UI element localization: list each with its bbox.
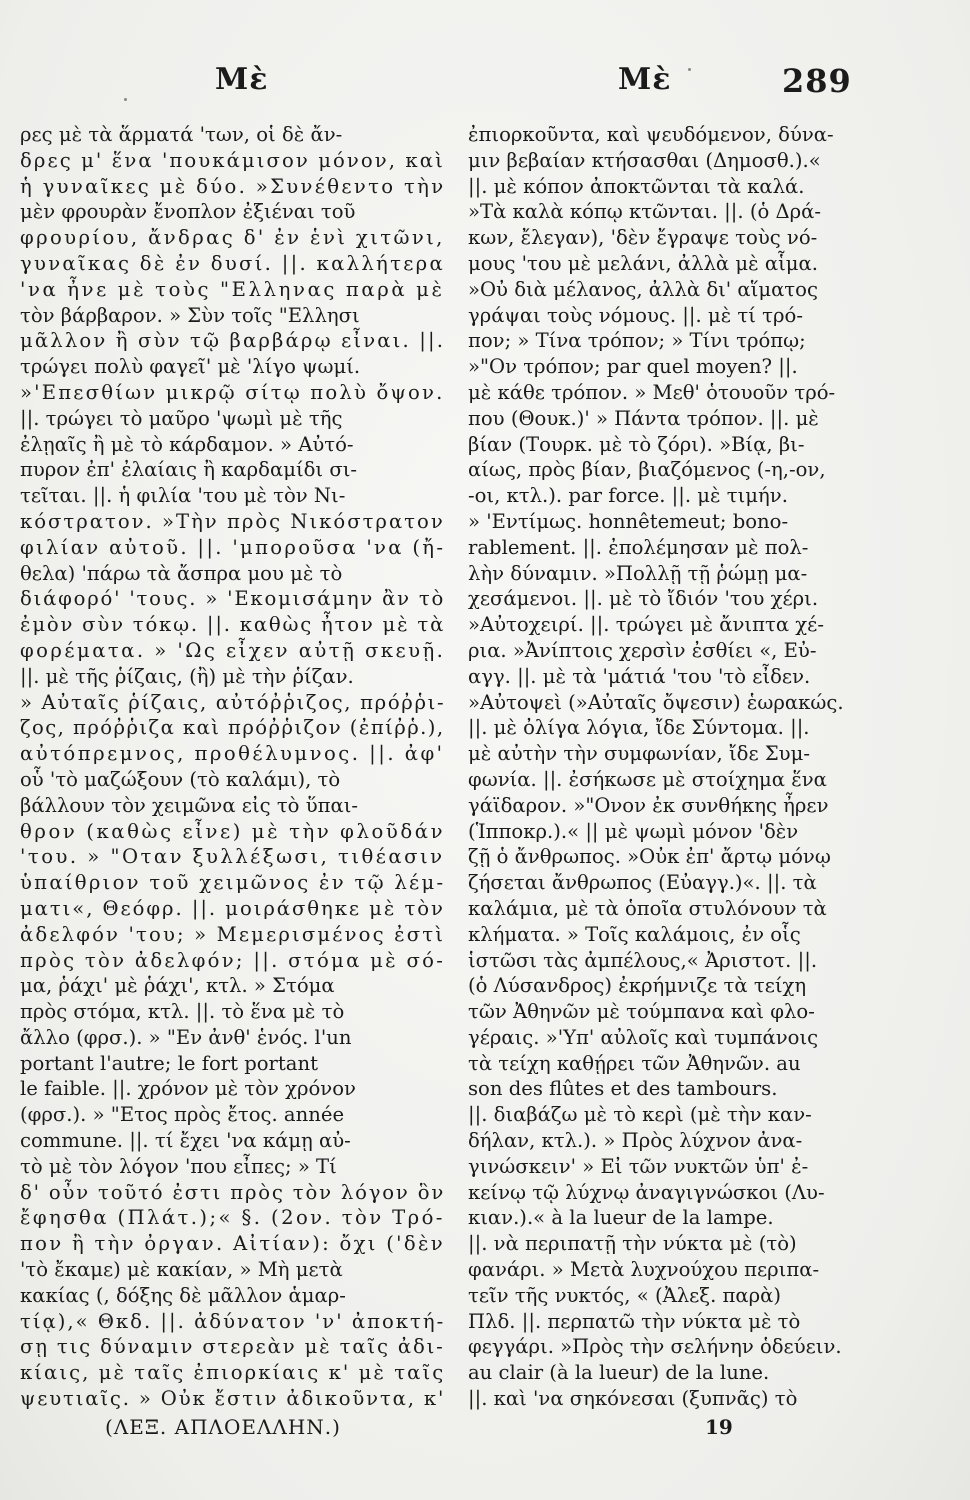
text-line: καλάμια, μὲ τὰ ὁποῖα στυλόνουν τὰ [468,896,827,920]
text-line: φρουρίου, ἄνδρας δ' ἐν ἑνὶ χιτῶνι, [20,226,445,250]
text-line: διάφορό' 'τους. » 'Εκομισάμην ἂν τὸ [20,587,446,611]
text-line: μᾶλλον ἢ σὺν τῷ βαρβάρῳ εἶναι. ||. [20,329,446,353]
text-line: αὐτόπρεμνος, προθέλυμνος. ||. ἀφ' [20,742,445,766]
text-line: »"Ον τρόπον; par quel moyen? ||. [468,355,798,379]
text-line: δ' οὖν τοῦτό ἐστι πρὸς τὸν λόγον ὃν [20,1180,446,1204]
text-line: χεσάμενοι. ||. μὲ τὸ ἴδιόν 'του χέρι. [468,587,819,611]
text-line: 'τὸ ἔκαμε) μὲ κακίαν, » Μὴ μετὰ [20,1258,343,1282]
text-line: ἡ γυναῖκες μὲ δύο. »Συνέθεντο τὴν [20,174,446,198]
text-line: -οι, κτλ.). par force. ||. μὲ τιμήν. [468,484,788,508]
text-line: μὲ αὐτὴν τὴν συμφωνίαν, ἴδε Συμ- [468,742,810,766]
text-line: τὰ τείχη καθῄρει τῶν Ἀθηνῶν. au [468,1051,801,1075]
text-line: (Ἱπποκρ.).« || μὲ ψωμὶ μόνον 'δὲν [468,819,799,843]
text-line: »Τὰ καλὰ κόπῳ κτῶνται. ||. (ὁ Δρά- [468,200,822,224]
text-line: μα, ῥάχι' μὲ ῥάχι', κτλ. » Στόμα [20,974,335,998]
text-line: φανάρι. » Μετὰ λυχνούχου περιπα- [468,1258,820,1282]
text-line: γυναῖκας δὲ ἐν δυσί. ||. καλλήτερα [20,251,445,275]
running-head-left: Μὲ [215,62,269,97]
text-line: λὴν δύναμιν. »Πολλῇ τῇ ῥώμῃ μα- [468,561,808,585]
text-line: ζῇ ὁ ἄνθρωπος. »Οὐκ ἐπ' ἄρτῳ μόνῳ [468,845,831,869]
text-line: Πλδ. ||. περπατῶ τὴν νύκτα μὲ τὸ [468,1309,801,1333]
text-line: commune. ||. τί ἔχει 'να κάμῃ αὐ- [20,1129,351,1153]
text-line: 'του. » "Οταν ξυλλέξωσι, τιθέασιν [20,845,445,869]
text-line: πον; » Τίνα τρόπον; » Τίνι τρόπῳ; [468,329,806,353]
text-line: ||. μὲ ὀλίγα λόγια, ἴδε Σύντομα. ||. [468,716,810,740]
text-line: rablement. ||. ἐπολέμησαν μὲ πολ- [468,535,809,559]
ink-speck [124,98,127,101]
text-line: γάϊδαρον. »"Ονον ἐκ συνθήκης ἦρεν [468,793,829,817]
text-line: δήλαν, κτλ.). » Πρὸς λύχνον ἀνα- [468,1129,803,1153]
text-line: δρες μ' ἕνα 'πουκάμισον μόνον, καὶ [20,148,445,172]
text-line: πον ἢ τὴν ὀργαν. Αἰτίαν): ὄχι ('δὲν [20,1232,445,1256]
text-line: ζήσεται ἄνθρωπος (Εὐαγγ.)«. ||. τὰ [468,871,817,895]
text-line: βάλλουν τὸν χειμῶνα εἰς τὸ ὕπαι- [20,793,359,817]
text-line: μὲν φρουρὰν ἔνοπλον ἐξιέναι τοῦ [20,200,356,224]
left-text-column [20,122,445,1412]
text-line: κλήματα. » Τοῖς καλάμοις, ἐν οἷς [468,922,801,946]
text-line: μους 'του μὲ μελάνι, ἀλλὰ μὲ αἷμα. [468,251,818,275]
text-line: σῃ τις δύναμιν στερεὰν μὲ ταῖς ἀδι- [20,1335,445,1359]
text-line: »Αὐτοχειρί. ||. τρώγει μὲ ἄνιπτα χέ- [468,613,824,637]
text-line: ||. τρώγει τὸ μαῦρο 'ψωμὶ μὲ τῆς [20,406,343,430]
text-line: son des flûtes et des tambours. [468,1077,778,1101]
text-line: ||. μὲ τῆς ῥίζαις, (ἢ) μὲ τὴν ῥίζαν. [20,664,354,688]
text-line: ||. μὲ κόπον ἀποκτῶνται τὰ καλά. [468,174,805,198]
text-line: τὸ μὲ τὸν λόγον 'που εἶπες; » Τί [20,1154,337,1178]
ink-speck [688,68,691,71]
text-line: γράψαι τοὺς νόμους. ||. μὲ τί τρό- [468,303,803,327]
text-line: ||. καὶ 'να σηκόνεσαι (ξυπνᾶς) τὸ [468,1387,798,1411]
text-line: ἱστῶσι τὰς ἀμπέλους,« Ἀριστοτ. ||. [468,948,818,972]
page-number: 289 [782,62,852,100]
text-line: μιν βεβαίαν κτήσασθαι (Δημοσθ.).« [468,148,821,172]
text-line: » Αὐταῖς ῥίζαις, αὐτόῤῥιζος, πρόῤῥι- [20,690,446,714]
text-line: πρὸς στόμα, κτλ. ||. τὸ ἕνα μὲ τὸ [20,1000,345,1024]
text-line: γινώσκειν' » Εἰ τῶν νυκτῶν ὑπ' ἐ- [468,1154,809,1178]
text-line: ρια. »Ἀνίπτοις χερσὶν ἐσθίει «, Εὐ- [468,638,817,662]
text-line: ζος, πρόῤῥιζα καὶ πρόῤῥιζον (ἐπίῤῥ.), [20,716,445,740]
text-line: ||. διαβάζω μὲ τὸ κερὶ (μὲ τὴν καν- [468,1103,812,1127]
text-line: ἔφησθα (Πλάτ.);« §. (2ον. τὸν Τρό- [20,1206,445,1230]
text-line: τρώγει πολὺ φαγεῖ' μὲ 'λίγο ψωμί. [20,355,361,379]
right-text-column [468,122,948,1412]
text-line: ||. νὰ περιπατῇ τὴν νύκτα μὲ (τὸ) [468,1232,797,1256]
text-line: (φρσ.). » "Ετος πρὸς ἔτος. année [20,1103,345,1127]
text-line: »Οὐ διὰ μέλανος, ἀλλὰ δι' αἵματος [468,277,818,301]
text-line: αίως, πρὸς βίαν, βιαζόμενος (-η,-ον, [468,458,826,482]
text-line: ματι«, Θεόφρ. ||. μοιράσθηκε μὲ τὸν [20,896,445,920]
text-line: »Αὐτοψεὶ (»Αὐταῖς ὄψεσιν) ἑωρακώς. [468,690,844,714]
text-line: τῶν Ἀθηνῶν μὲ τούμπανα καὶ φλο- [468,1000,815,1024]
text-line: κίαις, μὲ ταῖς ἐπιορκίαις κ' μὲ ταῖς [20,1361,446,1385]
text-line: κόστρατον. »Τὴν πρὸς Νικόστρατον [20,509,445,533]
text-line: ἄλλο (φρσ.). » "Εν ἀνθ' ἑνός. l'un [20,1025,352,1049]
text-line: τεῖν τῆς νυκτός, « (Ἀλεξ. παρὰ) [468,1283,782,1307]
text-line: ὑπαίθριον τοῦ χειμῶνος ἐν τῷ λέμ- [20,871,446,895]
text-line: φεγγάρι. »Πρὸς τὴν σελήνην ὁδεύειν. [468,1335,842,1359]
text-line: portant l'autre; le fort portant [20,1051,318,1075]
text-line: τεῖται. ||. ἡ φιλία 'του μὲ τὸν Νι- [20,484,346,508]
text-line: le faible. ||. χρόνον μὲ τὸν χρόνον [20,1077,356,1101]
text-line: κακίας (, δόξης δὲ μᾶλλον ἁμαρ- [20,1283,346,1307]
text-line: αγγ. ||. μὲ τὰ 'μάτιά 'του 'τὸ εἶδεν. [468,664,811,688]
text-line: φωνία. ||. ἐσήκωσε μὲ στοίχημα ἕνα [468,767,827,791]
text-line: βίαν (Τουρκ. μὲ τὸ ζόρι). »Βίᾳ, βι- [468,432,805,456]
text-line: (ὁ Λύσανδρος) ἐκρήμνιζε τὰ τείχη [468,974,807,998]
text-line: ἐπιορκοῦντα, καὶ ψευδόμενον, δύνα- [468,123,834,146]
text-line: που (Θουκ.)' » Πάντα τρόπον. ||. μὲ [468,406,819,430]
text-line: ἐμὸν σὺν τόκῳ. ||. καθὼς ἦτον μὲ τὰ [20,613,446,637]
text-line: τὸν βάρβαρον. » Σὺν τοῖς "Ελλησι [20,303,360,327]
gathering-number: 19 [705,1415,733,1439]
text-line: φορέματα. » 'Ως εἶχεν αὐτῇ σκευῇ. [20,638,446,662]
text-line: ἐλῃαῖς ἢ μὲ τὸ κάρδαμον. » Αὐτό- [20,432,354,456]
text-line: μὲ κάθε τρόπον. » Μεθ' ὁτουοῦν τρό- [468,380,836,404]
text-line: ψευτιαῖς. » Οὐκ ἔστιν ἀδικοῦντα, κ' [20,1387,446,1411]
text-line: au clair (à la lueur) de la lune. [468,1361,770,1385]
signature-mark: (ΛΕΞ. ΑΠΛΟΕΛΛΗΝ.) [105,1415,341,1439]
text-line: ἀδελφόν 'του; » Μεμερισμένος ἐστὶ [20,922,446,946]
text-line: τίᾳ),« Θκδ. ||. ἀδύνατον 'ν' ἀποκτή- [20,1309,446,1333]
text-line: » 'Εντίμως. honnêtemeut; bono- [468,509,789,533]
text-line: θρον (καθὼς εἶνε) μὲ τὴν φλοῦδάν [20,819,446,843]
text-line: κείνῳ τῷ λύχνῳ ἀναγιγνώσκοι (Λυ- [468,1180,825,1204]
text-line: κων, ἔλεγαν), 'δὲν ἔγραψε τοὺς νό- [468,226,818,250]
text-line: οὗ 'τὸ μαζώξουν (τὸ καλάμι), τὸ [20,767,341,791]
text-line: »'Επεσθίων μικρῷ σίτῳ πολὺ ὄψον. [20,380,445,404]
running-head-right: Μὲ [618,62,672,97]
text-line: φιλίαν αὐτοῦ. ||. 'μποροῦσα 'να (ἤ- [20,535,446,559]
text-line: 'να ἦνε μὲ τοὺς "Ελληνας παρὰ μὲ [20,277,445,301]
text-line: γέραις. »'Υπ' αὐλοῖς καὶ τυμπάνοις [468,1025,819,1049]
text-line: κιαν.).« à la lueur de la lampe. [468,1206,774,1230]
text-line: ρες μὲ τὰ ἅρματά 'των, οἱ δὲ ἄν- [20,123,343,146]
text-line: πυρον ἐπ' ἐλαίαις ἢ καρδαμίδι σι- [20,458,358,482]
text-line: θελα) 'πάρω τὰ ἄσπρα μου μὲ τὸ [20,561,343,585]
text-line: πρὸς τὸν ἀδελφόν; ||. στόμα μὲ σό- [20,948,446,972]
